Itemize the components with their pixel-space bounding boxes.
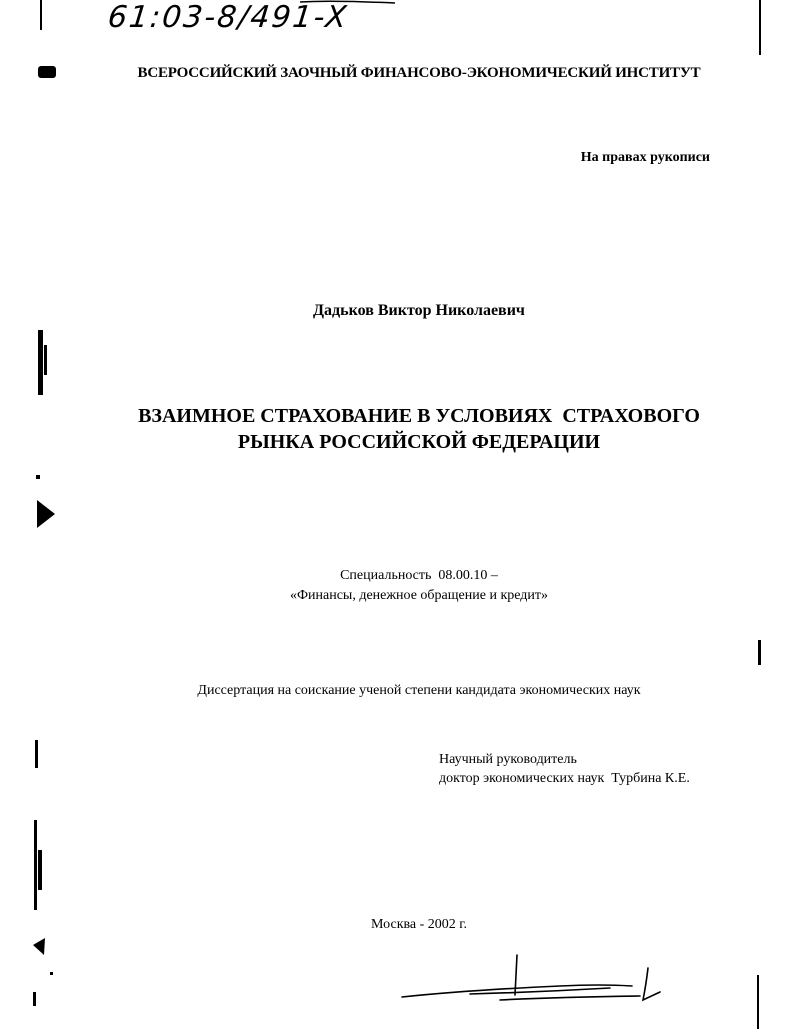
rights-note: На правах рукописи — [580, 150, 710, 165]
supervisor-label: Научный руководитель — [439, 752, 577, 767]
institute-name: ВСЕРОССИЙСКИЙ ЗАОЧНЫЙ ФИНАНСОВО-ЭКОНОМИЧЕСКИЙ ИНСТИТУТ — [137, 65, 701, 81]
specialty-name: «Финансы, денежное обращение и кредит» — [289, 588, 549, 603]
title-line-1: ВЗАИМНОЕ СТРАХОВАНИЕ В УСЛОВИЯХ СТРАХОВОГО — [138, 405, 700, 427]
author-name: Дадьков Виктор Николаевич — [313, 302, 525, 319]
archive-number: 61:03-8/491-X — [106, 0, 350, 35]
specialty-code: Специальность 08.00.10 – — [340, 568, 498, 583]
city-year: Москва - 2002 г. — [371, 917, 467, 932]
dissertation-note: Диссертация на соискание ученой степени кандидата экономических наук — [197, 683, 641, 698]
title-line-2: РЫНКА РОССИЙСКОЙ ФЕДЕРАЦИИ — [237, 431, 601, 453]
supervisor-name: доктор экономических наук Турбина К.Е. — [439, 771, 690, 786]
